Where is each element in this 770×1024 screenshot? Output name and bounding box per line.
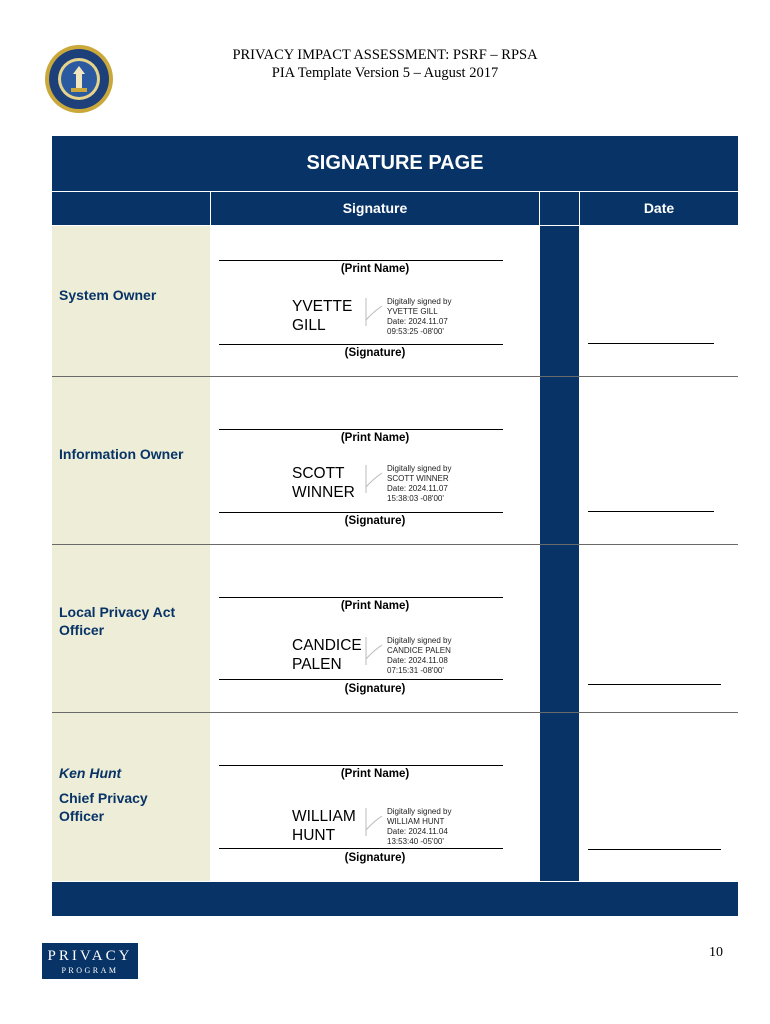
- digital-line: Date: 2024.11.04: [387, 827, 448, 836]
- digital-line: SCOTT WINNER: [387, 474, 449, 483]
- print-name-line: [219, 260, 503, 261]
- header-empty-cell: [52, 192, 210, 225]
- signature-caption: (Signature): [344, 515, 406, 527]
- row-label: System Owner: [59, 287, 157, 303]
- digital-line: Digitally signed by: [387, 464, 452, 473]
- signature-caption: (Signature): [344, 347, 406, 359]
- header-spacer: [540, 192, 579, 225]
- signature-line: [219, 512, 503, 513]
- signature-cell: [211, 226, 539, 376]
- digital-signature-icon: [363, 296, 385, 328]
- header-date: Date: [580, 192, 738, 225]
- print-name-line: [219, 765, 503, 766]
- print-name-caption: (Print Name): [340, 768, 410, 780]
- spacer-cell: [540, 226, 579, 376]
- digital-line: Date: 2024.11.07: [387, 484, 448, 493]
- signature-table: [52, 136, 738, 916]
- spacer-cell: [540, 545, 579, 712]
- signature-cell: [211, 545, 539, 712]
- signer-name-line-1: WILLIAM: [292, 808, 356, 825]
- header-line-2: PIA Template Version 5 – August 2017: [271, 65, 499, 81]
- date-line: [588, 511, 714, 512]
- digital-line: Digitally signed by: [387, 297, 452, 306]
- signature-cell: [211, 377, 539, 544]
- row-label-name: Ken Hunt: [59, 765, 122, 781]
- print-name-caption: (Print Name): [340, 432, 410, 444]
- digital-signature-text: [387, 297, 451, 337]
- logo-line-2: PROGRAM: [61, 966, 119, 975]
- digital-signature-icon: [363, 635, 385, 667]
- signer-name: [292, 464, 355, 502]
- digital-line: Date: 2024.11.08: [387, 656, 448, 665]
- signature-cell: [211, 713, 539, 881]
- signature-line: [219, 848, 503, 849]
- digital-signature-text: [387, 464, 451, 504]
- signer-name-line-2: WINNER: [292, 484, 355, 501]
- digital-line: 15:38:03 -08'00': [387, 494, 444, 503]
- privacy-program-logo: [42, 943, 138, 979]
- page-number: 10: [709, 945, 723, 960]
- signature-line: [219, 679, 503, 680]
- digital-line: Date: 2024.11.07: [387, 317, 448, 326]
- document-header: [0, 46, 770, 82]
- date-cell: [580, 545, 737, 712]
- spacer-cell: [540, 377, 579, 544]
- print-name-caption: (Print Name): [340, 600, 410, 612]
- row-label-cell: [52, 545, 210, 712]
- digital-signature-icon: [363, 806, 385, 838]
- header-signature: Signature: [211, 192, 539, 225]
- digital-signature-text: [387, 807, 451, 847]
- signer-name-line-2: GILL: [292, 317, 326, 334]
- signer-name: [292, 297, 352, 335]
- digital-line: Digitally signed by: [387, 807, 452, 816]
- digital-line: Digitally signed by: [387, 636, 452, 645]
- signer-name-line-1: SCOTT: [292, 465, 345, 482]
- print-name-caption: (Print Name): [340, 263, 410, 275]
- signature-caption: (Signature): [344, 852, 406, 864]
- row-label: Information Owner: [59, 446, 184, 462]
- table-title: SIGNATURE PAGE: [52, 136, 738, 191]
- print-name-line: [219, 429, 503, 430]
- signer-name-line-2: PALEN: [292, 656, 342, 673]
- row-label-line: Officer: [59, 622, 105, 638]
- print-name-line: [219, 597, 503, 598]
- signature-line: [219, 344, 503, 345]
- logo-line-1: PRIVACY: [47, 948, 133, 964]
- date-line: [588, 343, 714, 344]
- date-cell: [580, 226, 737, 376]
- digital-line: 07:15:31 -08'00': [387, 666, 444, 675]
- digital-line: 13:53:40 -05'00': [387, 837, 444, 846]
- row-label-cell: [52, 713, 210, 881]
- signer-name-line-2: HUNT: [292, 827, 336, 844]
- row-label-cell: [52, 377, 210, 544]
- row-label-cell: [52, 226, 210, 376]
- row-label-line: Chief Privacy: [59, 790, 148, 806]
- digital-signature-icon: [363, 463, 385, 495]
- header-line-1: PRIVACY IMPACT ASSESSMENT: PSRF – RPSA: [232, 47, 538, 63]
- row-label-line: Officer: [59, 808, 105, 824]
- table-footer-bar: [52, 882, 738, 916]
- digital-signature-text: [387, 636, 451, 676]
- signature-caption: (Signature): [344, 683, 406, 695]
- signer-name: [292, 807, 356, 845]
- digital-line: WILLIAM HUNT: [387, 817, 445, 826]
- row-label: [59, 603, 175, 639]
- signer-name-line-1: YVETTE: [292, 298, 353, 315]
- digital-line: CANDICE PALEN: [387, 646, 451, 655]
- date-cell: [580, 713, 737, 881]
- date-cell: [580, 377, 737, 544]
- signer-name: [292, 636, 362, 674]
- row-label-line: Local Privacy Act: [59, 604, 176, 620]
- row-label: [59, 789, 148, 825]
- signer-name-line-1: CANDICE: [292, 637, 362, 654]
- spacer-cell: [540, 713, 579, 881]
- digital-line: YVETTE GILL: [387, 307, 438, 316]
- date-line: [588, 849, 721, 850]
- digital-line: 09:53:25 -08'00': [387, 327, 444, 336]
- date-line: [588, 684, 721, 685]
